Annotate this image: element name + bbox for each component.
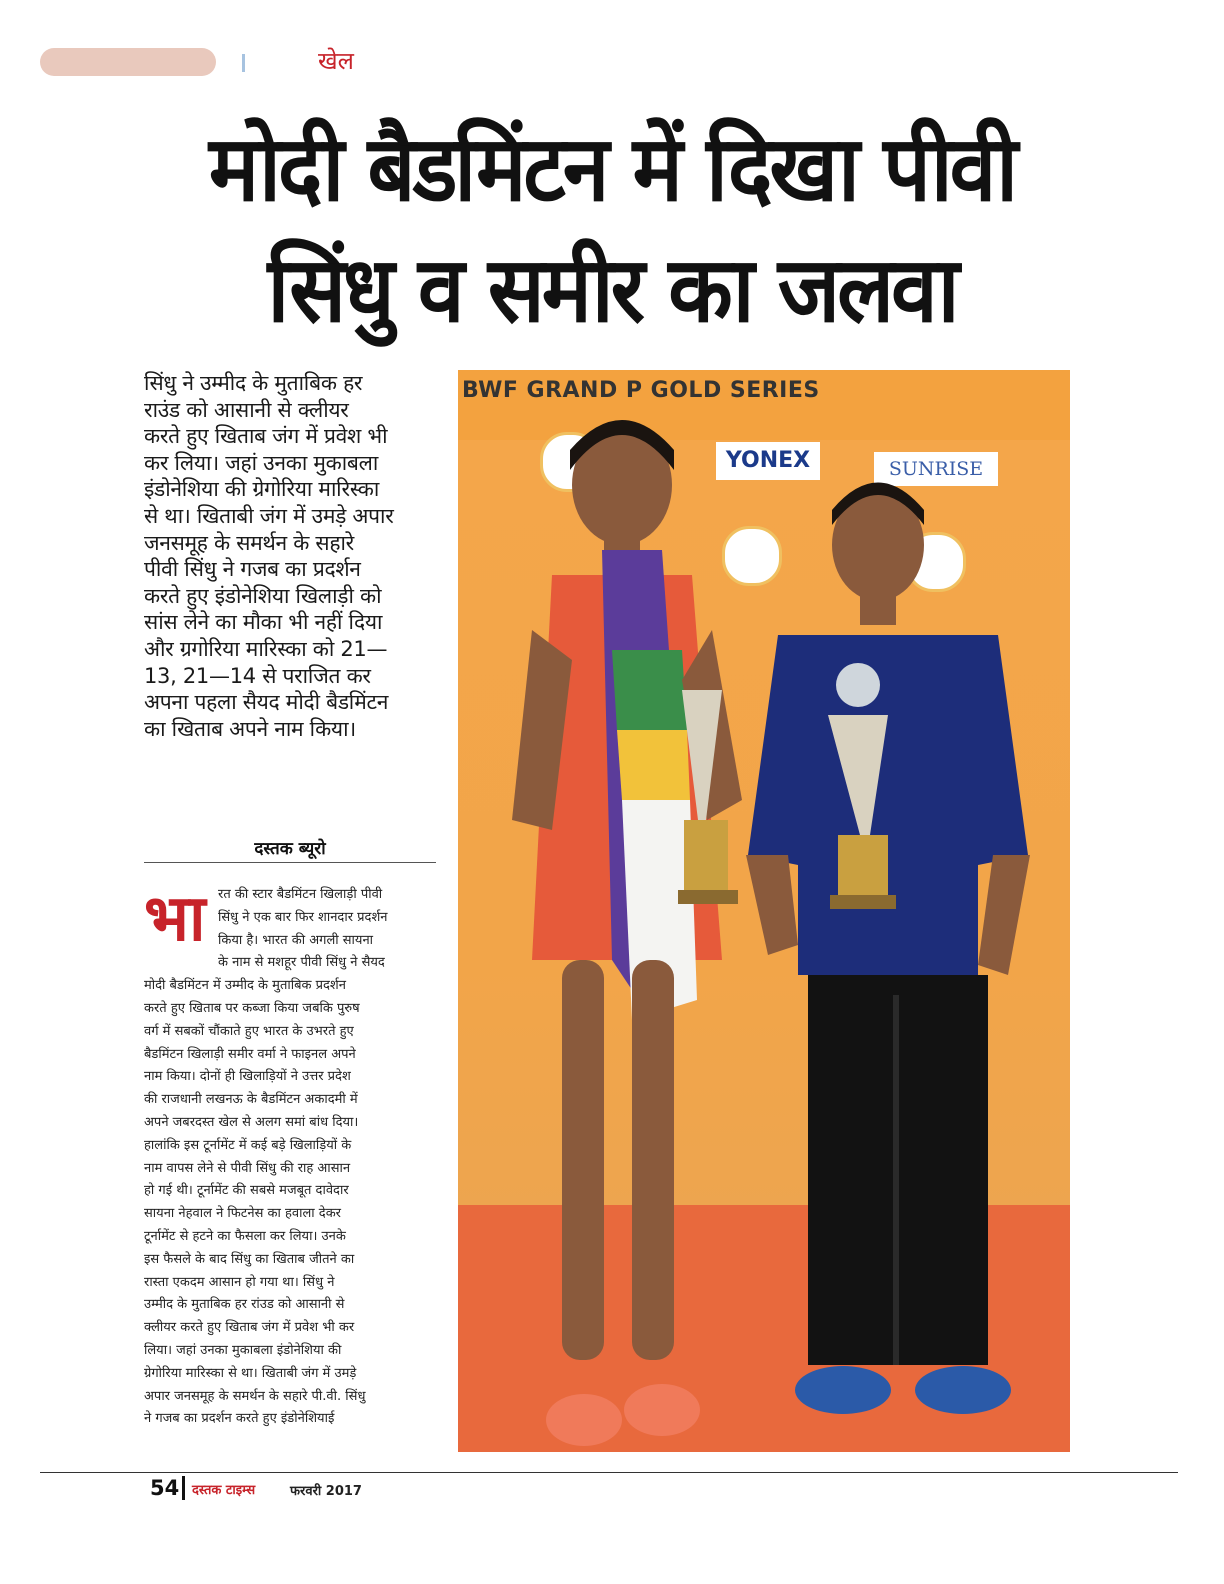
header-pill xyxy=(40,48,216,76)
page-number: 54 xyxy=(150,1476,180,1500)
dropcap: भा xyxy=(144,882,206,956)
article-line: टूर्नामेंट से हटने का फैसला कर लिया। उनके xyxy=(144,1228,346,1244)
article-line: के नाम से मशहूर पीवी सिंधु ने सैयद xyxy=(218,955,385,971)
article-line: उम्मीद के मुताबिक हर रांउड को आसानी से xyxy=(144,1297,345,1313)
sponsor-logo: YONEX xyxy=(716,442,820,480)
byline-rule xyxy=(144,862,436,863)
magazine-logo: दस्तक टाइम्स xyxy=(192,1483,256,1498)
footer-separator xyxy=(182,1476,185,1500)
byline: दस्तक ब्यूरो xyxy=(254,839,326,859)
issue-date: फरवरी 2017 xyxy=(290,1484,362,1499)
intro-line: का खिताब अपने नाम किया। xyxy=(144,716,356,741)
article-line: सायना नेहवाल ने फिटनेस का हवाला देकर xyxy=(144,1206,341,1222)
article-line: रत की स्टार बैडमिंटन खिलाड़ी पीवी xyxy=(218,887,383,902)
header-tick xyxy=(242,54,245,72)
article-line: सिंधु ने एक बार फिर शानदार प्रदर्शन xyxy=(218,909,388,925)
article-line: ने गजब का प्रदर्शन करते हुए इंडोनेशियाई xyxy=(144,1411,335,1427)
section-label: खेल xyxy=(318,47,354,75)
article-line: वर्ग में सबकों चौंकाते हुए भारत के उभरते हुए xyxy=(144,1023,354,1039)
headline xyxy=(0,108,1224,350)
player-right-figure xyxy=(738,455,1058,1452)
article-line: लिया। जहां उनका मुकाबला इंडोनेशिया की xyxy=(144,1342,342,1358)
footer-rule xyxy=(40,1472,1178,1473)
headline-line-2: सिंधु व समीर का जलवा xyxy=(267,236,957,343)
intro-line: इंडोनेशिया की ग्रेगोरिया मारिस्का xyxy=(144,477,379,502)
intro-line: और ग्रगोरिया मारिस्का को 21— xyxy=(144,636,388,661)
intro-line: पीवी सिंधु ने गजब का प्रदर्शन xyxy=(144,557,361,582)
article-line: अपार जनसमूह के समर्थन के सहारे पी.वी. सिंधु xyxy=(144,1388,366,1404)
article-line: हालांकि इस टूर्नामेंट में कई बड़े खिलाड़ियों के xyxy=(144,1137,352,1153)
sponsor-logo: SUNRISE xyxy=(874,452,998,486)
intro-line: सिंधु ने उम्मीद के मुताबिक हर xyxy=(144,371,363,395)
intro-line: कर लिया। जहां उनका मुकाबला xyxy=(144,450,378,475)
intro-line: जनसमूह के समर्थन के सहारे xyxy=(144,530,354,555)
intro-line: करते हुए खिताब जंग में प्रवेश भी xyxy=(144,424,388,449)
intro-line: 13, 21—14 से पराजित कर xyxy=(144,663,371,688)
article-line: रास्ता एकदम आसान हो गया था। सिंधु ने xyxy=(144,1274,335,1290)
player-left-figure xyxy=(492,400,752,1452)
intro-line: करते हुए इंडोनेशिया खिलाड़ी को xyxy=(144,583,382,608)
intro-line: राउंड को आसानी से क्लीयर xyxy=(144,397,349,422)
trophy-photo xyxy=(458,370,1070,1452)
article-line: करते हुए खिताब पर कब्जा किया जबकि पुरुष xyxy=(144,1000,360,1016)
article-line: नाम वापस लेने से पीवी सिंधु की राह आसान xyxy=(144,1160,351,1176)
intro-pullquote xyxy=(144,370,444,742)
article-line: अपने जबरदस्त खेल से अलग समां बांध दिया। xyxy=(144,1114,359,1130)
article-line: क्लीयर करते हुए खिताब जंग में प्रवेश भी कर xyxy=(144,1320,355,1336)
article-line: किया है। भारत की अगली सायना xyxy=(218,932,374,948)
intro-line: अपना पहला सैयद मोदी बैडमिंटन xyxy=(144,690,389,715)
intro-line: से था। खिताबी जंग में उमड़े अपार xyxy=(144,503,394,528)
intro-line: सांस लेने का मौका भी नहीं दिया xyxy=(144,610,383,635)
article-line: नाम किया। दोनों ही खिलाड़ियों ने उत्तर प्रदेश xyxy=(144,1069,351,1085)
article-line: इस फैसले के बाद सिंधु का खिताब जीतने का xyxy=(144,1251,355,1267)
article-line: बैडमिंटन खिलाड़ी समीर वर्मा ने फाइनल अपने xyxy=(144,1046,356,1062)
article-line: हो गई थी। टूर्नामेंट की सबसे मजबूत दावेदार xyxy=(144,1183,349,1199)
article-line: मोदी बैडमिंटन में उम्मीद के मुताबिक प्रदर्शन xyxy=(144,978,346,994)
headline-line-1: मोदी बैडमिंटन में दिखा पीवी xyxy=(208,115,1016,222)
article-body xyxy=(144,884,436,1431)
article-line: ग्रेगोरिया मारिस्का से था। खिताबी जंग में उमड़े xyxy=(144,1365,357,1381)
article-line: की राजधानी लखनऊ के बैडमिंटन अकादमी में xyxy=(144,1092,358,1108)
banner-text: BWF GRAND P GOLD SERIES xyxy=(462,378,820,403)
